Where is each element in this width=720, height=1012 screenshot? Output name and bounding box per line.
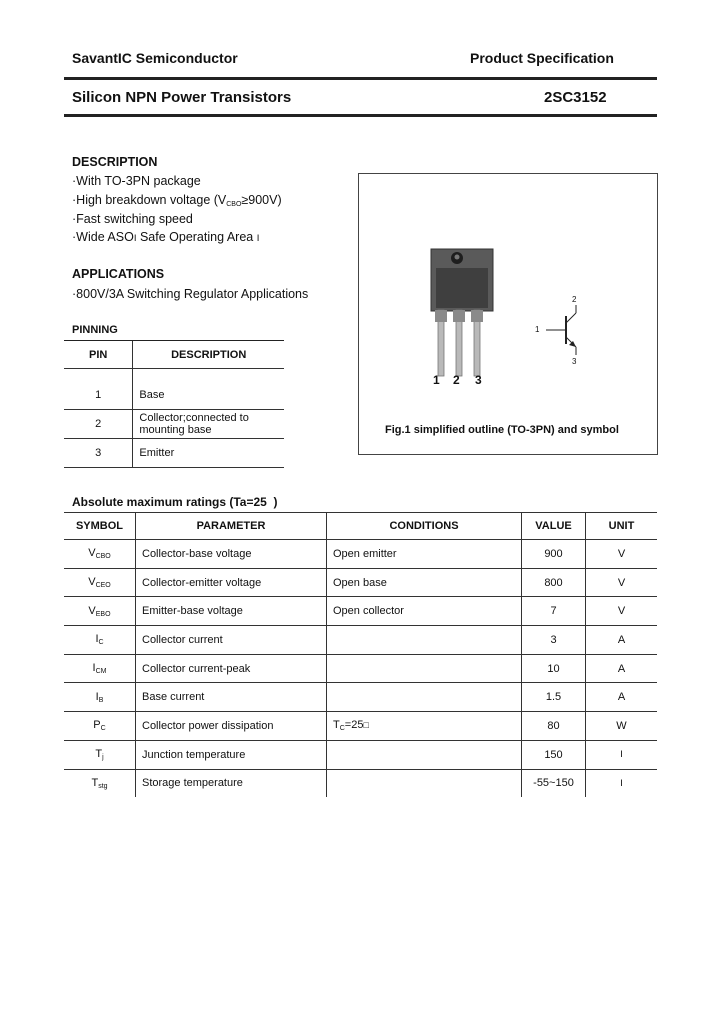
- rating-value: 800: [522, 568, 586, 597]
- rating-symbol: $I_{CM}$: [92, 662, 107, 676]
- rating-unit: A: [586, 626, 658, 655]
- description-heading: DESCRIPTION: [72, 155, 158, 169]
- symbol-pin-label: 3: [572, 357, 577, 366]
- ratings-col-unit: UNIT: [586, 513, 658, 540]
- rating-value: 10: [522, 654, 586, 683]
- pinning-row: [64, 369, 284, 410]
- symbol-pin-label: 1: [535, 325, 540, 334]
- figure-caption: Fig.1 simplified outline (TO-3PN) and symbol: [385, 424, 619, 436]
- table-row: [64, 683, 657, 712]
- rating-condition: [327, 740, 522, 769]
- ratings-col-value: VALUE: [522, 513, 586, 540]
- table-row: [64, 568, 657, 597]
- description-item-switching: ·Fast switching speed: [72, 212, 193, 226]
- rating-condition: [327, 769, 522, 797]
- description-item-package: ·With TO-3PN package: [72, 174, 201, 188]
- rating-parameter: Storage temperature: [136, 769, 327, 797]
- pinning-col-pin: PIN: [64, 341, 133, 369]
- rating-condition: Open base: [327, 568, 522, 597]
- part-number: 2SC3152: [544, 89, 607, 106]
- applications-item: ·800V/3A Switching Regulator Applications: [72, 287, 309, 301]
- table-row: [64, 740, 657, 769]
- rating-parameter: Collector current: [136, 626, 327, 655]
- rating-parameter: Collector-emitter voltage: [136, 568, 327, 597]
- package-pin-label: 2: [453, 373, 460, 387]
- table-row: [64, 540, 657, 569]
- symbol-pin-label: 2: [572, 295, 577, 304]
- pinning-desc: Collector;connected to mounting base: [133, 410, 284, 439]
- rating-parameter: Junction temperature: [136, 740, 327, 769]
- rating-symbol: $V_{CBO}$: [88, 547, 111, 561]
- table-row: [64, 769, 657, 797]
- rating-symbol: $T_{stg}$: [91, 776, 108, 790]
- table-row: [64, 712, 657, 741]
- rating-unit: Ⅰ: [586, 769, 658, 797]
- ratings-heading: Absolute maximum ratings (Ta=25 ): [72, 495, 278, 509]
- table-row: [64, 654, 657, 683]
- rating-symbol: $P_C$: [93, 719, 106, 733]
- pinning-row: [64, 439, 284, 468]
- ratings-col-conditions: CONDITIONS: [327, 513, 522, 540]
- pinning-pin: 3: [64, 439, 133, 468]
- ratings-col-parameter: PARAMETER: [136, 513, 327, 540]
- rating-unit: V: [586, 597, 658, 626]
- rating-value: -55~150: [522, 769, 586, 797]
- rating-unit: A: [586, 654, 658, 683]
- rating-value: 3: [522, 626, 586, 655]
- rating-unit: W: [586, 712, 658, 741]
- document-title: Silicon NPN Power Transistors: [72, 89, 292, 106]
- rating-value: 7: [522, 597, 586, 626]
- table-row: [64, 626, 657, 655]
- pinning-desc: Base: [133, 369, 284, 410]
- header-rule-bottom: [64, 114, 657, 117]
- pinning-desc: Emitter: [133, 439, 284, 468]
- rating-value: 150: [522, 740, 586, 769]
- rating-condition: Open collector: [327, 597, 522, 626]
- rating-symbol: $T_j$: [95, 748, 104, 762]
- pinning-pin: 1: [64, 369, 133, 410]
- rating-unit: Ⅰ: [586, 740, 658, 769]
- pinning-heading: PINNING: [72, 324, 118, 336]
- header-rule-top: [64, 77, 657, 80]
- ratings-table: [64, 512, 657, 797]
- rating-symbol: $I_B$: [95, 690, 104, 704]
- spec-label: Product Specification: [470, 50, 614, 66]
- rating-parameter: Emitter-base voltage: [136, 597, 327, 626]
- rating-parameter: Collector-base voltage: [136, 540, 327, 569]
- rating-condition: $T_C=25□$: [327, 712, 522, 741]
- pinning-pin: 2: [64, 410, 133, 439]
- company-name: SavantIC Semiconductor: [72, 50, 238, 66]
- rating-value: 900: [522, 540, 586, 569]
- rating-unit: V: [586, 540, 658, 569]
- rating-value: 80: [522, 712, 586, 741]
- package-pin-label: 1: [433, 373, 440, 387]
- rating-condition: [327, 626, 522, 655]
- rating-condition: [327, 654, 522, 683]
- description-item-aso: ·Wide ASOⅠ Safe Operating Area Ⅰ: [72, 230, 260, 244]
- rating-value: 1.5: [522, 683, 586, 712]
- rating-unit: A: [586, 683, 658, 712]
- table-row: [64, 597, 657, 626]
- rating-symbol: $V_{CEO}$: [88, 576, 111, 590]
- rating-symbol: $I_C$: [95, 633, 104, 647]
- rating-condition: [327, 683, 522, 712]
- pinning-col-desc: DESCRIPTION: [133, 341, 284, 369]
- package-pin-label: 3: [475, 373, 482, 387]
- rating-symbol: $V_{EBO}$: [88, 604, 111, 618]
- rating-parameter: Collector current-peak: [136, 654, 327, 683]
- to3pn-package-drawing: [358, 173, 658, 453]
- rating-parameter: Base current: [136, 683, 327, 712]
- applications-heading: APPLICATIONS: [72, 267, 165, 281]
- pinning-table: [64, 341, 284, 468]
- pinning-row: [64, 410, 284, 439]
- ratings-col-symbol: SYMBOL: [64, 513, 136, 540]
- rating-condition: Open emitter: [327, 540, 522, 569]
- description-item-voltage: ·High breakdown voltage $(V_{CBO}\ge 900V)$: [72, 193, 282, 208]
- rating-unit: V: [586, 568, 658, 597]
- rating-parameter: Collector power dissipation: [136, 712, 327, 741]
